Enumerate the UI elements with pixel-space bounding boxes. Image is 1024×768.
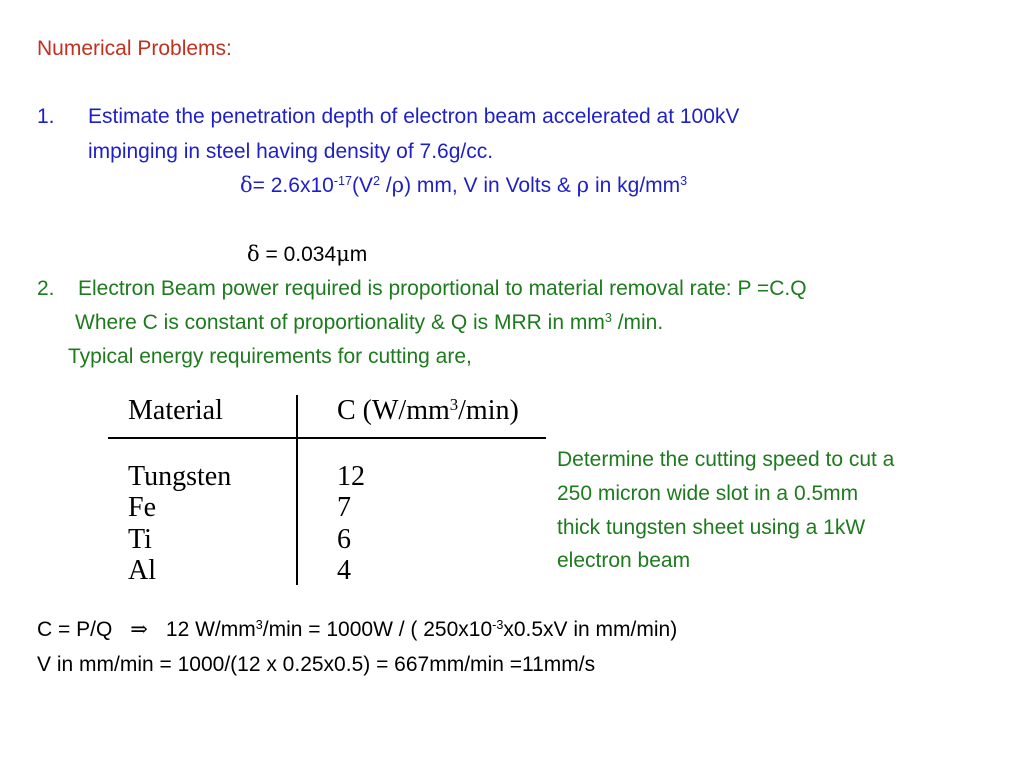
- rho-symbol: ρ: [391, 173, 405, 197]
- problem-1-line-2: impinging in steel having density of 7.6g/cc.: [88, 140, 494, 163]
- problem-2-line-2: Where C is constant of proportionality & Q is MRR in $mm^3$ /min.: [75, 311, 664, 334]
- problem-1-result: δ = 0.034μm: [247, 242, 368, 266]
- table-row-c: 6: [337, 524, 351, 555]
- question-line-3: thick tungsten sheet using a 1kW: [557, 516, 866, 539]
- rho-symbol: ρ: [576, 173, 590, 197]
- table-header-c: C $(W/mm^3/\min)$: [337, 394, 519, 426]
- question-line-1: Determine the cutting speed to cut a: [557, 448, 895, 471]
- table-row-material: Fe: [128, 492, 156, 523]
- table-header-divider: [108, 437, 546, 439]
- problem-1-formula: $\delta= 2.6x10^{-17}(V^2$ /ρ) mm, V in Volts & ρ in $kg/mm^3$: [240, 173, 688, 197]
- table-header-material: Material: [128, 395, 223, 426]
- page-title: Numerical Problems:: [37, 37, 232, 60]
- table-row-c: 4: [337, 555, 351, 586]
- problem-2-number: 2.: [37, 277, 55, 300]
- problem-2-line-1: Electron Beam power required is proportional to material removal rate: P =C.Q: [78, 277, 807, 300]
- table-row-c: 7: [337, 492, 351, 523]
- solution-line-1: C = P/Q ⇒ 12 $W/mm^3/\min = 1000W$ / ( $250x10^{-3}x0.5xV$ in mm/min): [37, 617, 678, 641]
- table-row-c: 12: [337, 461, 365, 492]
- question-line-2: 250 micron wide slot in a 0.5mm: [557, 482, 859, 505]
- table-row-material: Al: [128, 555, 156, 586]
- table-column-divider: [296, 395, 298, 585]
- problem-1-line-1: Estimate the penetration depth of electron beam accelerated at 100kV: [88, 105, 740, 128]
- implies-arrow-icon: ⇒: [130, 617, 148, 641]
- question-line-4: electron beam: [557, 549, 691, 572]
- solution-line-2: V in mm/min = 1000/(12 x 0.25x0.5) = 667mm/min =11mm/s: [37, 653, 596, 676]
- delta-symbol: δ: [247, 242, 260, 266]
- table-row-material: Tungsten: [128, 461, 232, 492]
- delta-symbol: δ: [240, 173, 253, 197]
- mu-symbol: μ: [336, 242, 350, 266]
- problem-2-line-3: Typical energy requirements for cutting are,: [68, 345, 472, 368]
- table-row-material: Ti: [128, 524, 152, 555]
- problem-1-number: 1.: [37, 105, 55, 128]
